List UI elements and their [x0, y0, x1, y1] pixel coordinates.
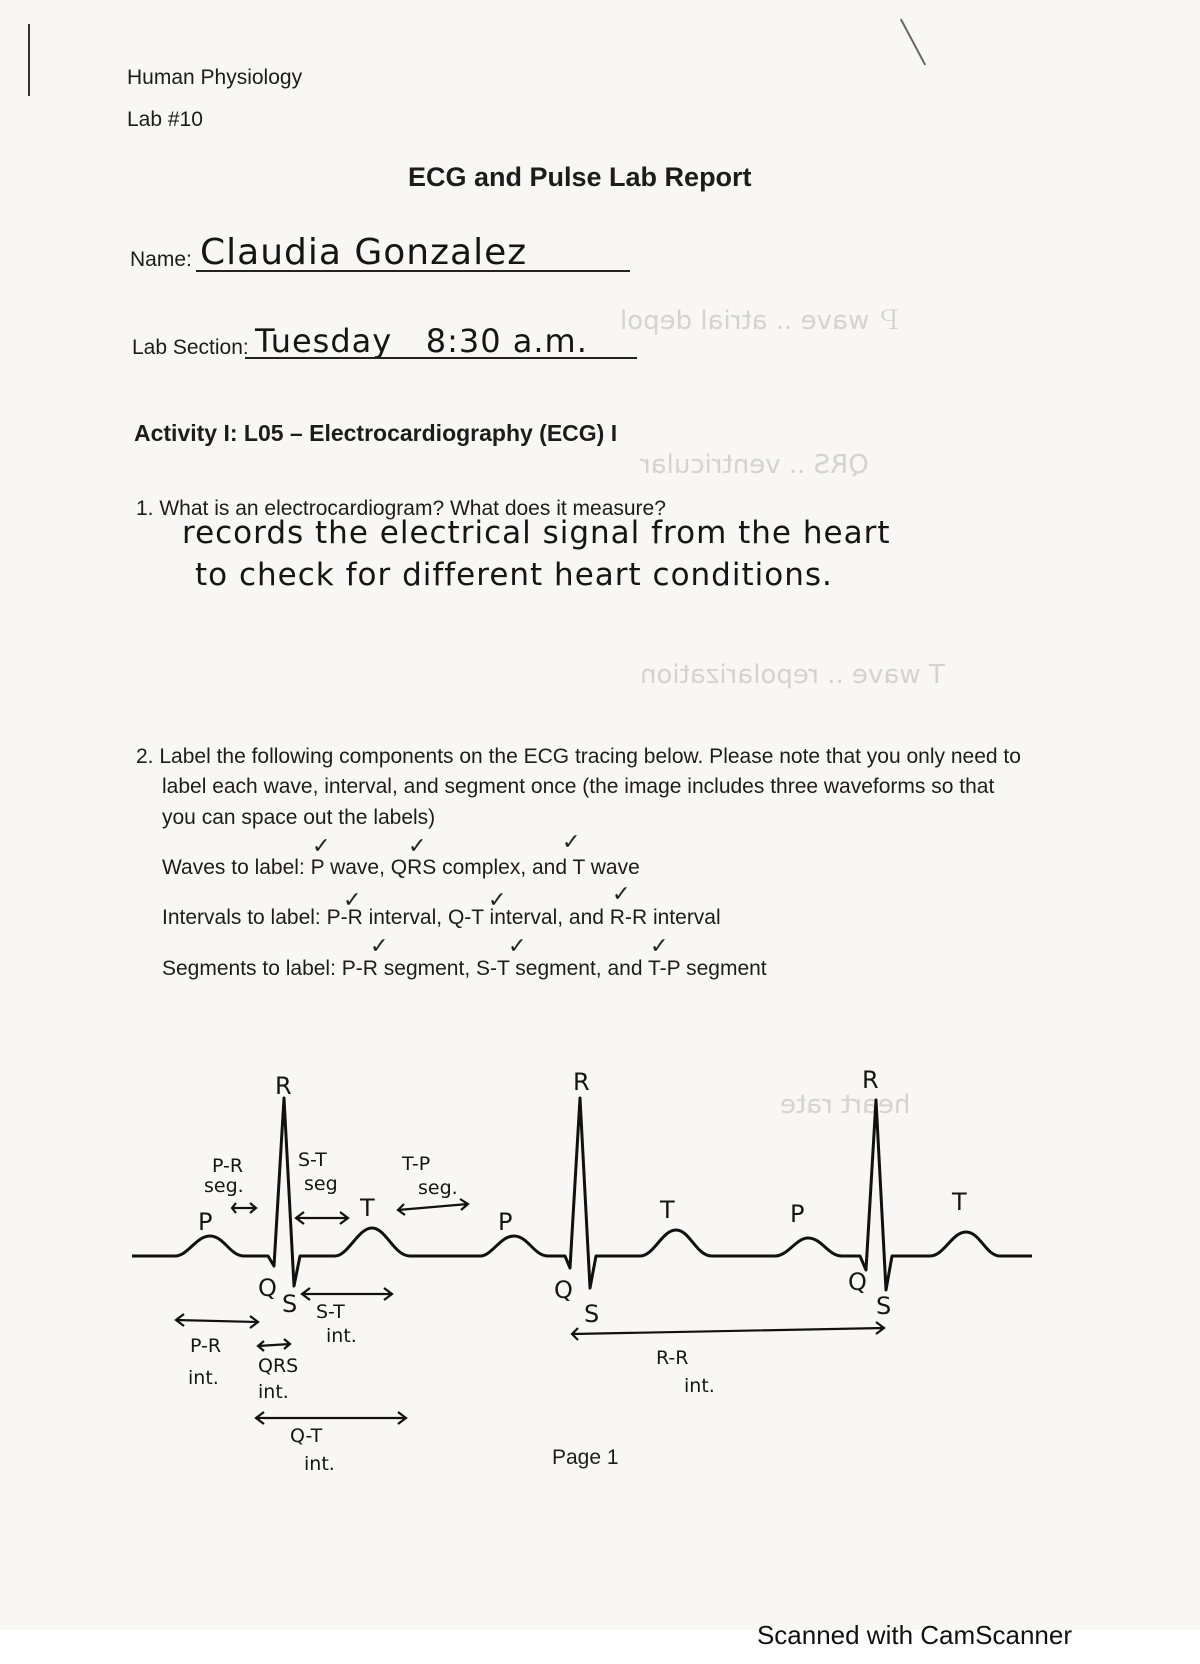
s-wave-label: S [282, 1290, 298, 1318]
bleed-through-text: heart rate [780, 1090, 911, 1120]
check-mark: ✓ [612, 882, 631, 907]
waves-to-label: Waves to label: P wave, QRS complex, and T wave [162, 856, 640, 879]
st-interval-label: S-T [316, 1301, 345, 1323]
check-mark: ✓ [312, 834, 331, 859]
t-wave-label: T [660, 1196, 675, 1224]
answer-1-line-2: to check for different heart conditions. [195, 557, 833, 593]
check-mark: ✓ [562, 830, 581, 855]
st-segment-label: seg [304, 1173, 338, 1195]
pr-interval-label: P-R [190, 1335, 222, 1357]
page-number: Page 1 [552, 1446, 619, 1469]
lab-section-underline [245, 357, 637, 359]
answer-1-line-1: records the electrical signal from the heart [182, 515, 891, 551]
r-wave-label: R [275, 1072, 292, 1100]
p-wave-label: P [198, 1208, 213, 1236]
corner-mark [900, 19, 926, 66]
question-2-line-2: label each wave, interval, and segment once (the image includes three waveforms so that [162, 775, 995, 798]
r-wave-label: R [573, 1068, 590, 1096]
question-2-line-1: 2. Label the following components on the ECG tracing below. Please note that you only need to [136, 745, 1021, 768]
t-wave-label: T [360, 1194, 375, 1222]
t-wave-label: T [952, 1188, 967, 1216]
check-mark: ✓ [370, 934, 389, 959]
question-2-line-3: you can space out the labels) [162, 806, 436, 829]
check-mark: ✓ [343, 888, 362, 913]
qrs-interval-label: int. [258, 1381, 289, 1403]
r-wave-label: R [862, 1066, 879, 1094]
q-wave-label: Q [258, 1274, 277, 1302]
st-segment-label: S-T [298, 1149, 327, 1171]
s-wave-label: S [584, 1300, 600, 1328]
segments-to-label: Segments to label: P-R segment, S-T segment, and T-P segment [162, 957, 767, 980]
lab-section-value: Tuesday 8:30 a.m. [255, 322, 588, 360]
qrs-interval-label: QRS [258, 1355, 299, 1377]
ecg-tracing [0, 1050, 1200, 1570]
course-name: Human Physiology [127, 66, 303, 89]
name-underline [196, 270, 630, 272]
name-value: Claudia Gonzalez [200, 232, 528, 273]
tp-segment-label: T-P [402, 1153, 431, 1175]
check-mark: ✓ [488, 888, 507, 913]
ecg-trace-line [132, 1098, 1032, 1290]
bleed-through-text: QRS .. ventricular [640, 450, 869, 480]
ecg-waveform [132, 1098, 1032, 1290]
q-wave-label: Q [554, 1276, 573, 1304]
check-mark: ✓ [650, 934, 669, 959]
pr-segment-label: P-R [212, 1155, 244, 1177]
rr-interval-label: R-R [656, 1347, 689, 1369]
margin-mark [28, 24, 30, 96]
bleed-through-text: Ｐ wave .. atrial depol [620, 306, 904, 336]
name-label: Name: [130, 248, 192, 271]
tp-segment-label: seg. [418, 1177, 458, 1199]
lab-section-label: Lab Section: [132, 336, 249, 359]
qt-interval-label: Q-T [290, 1425, 323, 1447]
rr-interval-label: int. [684, 1375, 715, 1397]
bleed-through-text: T wave .. repolarization [640, 660, 945, 690]
p-wave-label: P [498, 1208, 513, 1236]
pr-interval-label: int. [188, 1367, 219, 1389]
s-wave-label: S [876, 1292, 892, 1320]
activity-heading: Activity I: L05 – Electrocardiography (ECG) I [134, 420, 618, 446]
camscanner-watermark: Scanned with CamScanner [756, 1620, 1072, 1650]
p-wave-label: P [790, 1200, 805, 1228]
intervals-to-label: Intervals to label: P-R interval, Q-T interval, and R-R interval [162, 906, 721, 929]
check-mark: ✓ [408, 834, 427, 859]
q-wave-label: Q [848, 1268, 867, 1296]
qt-interval-label: int. [304, 1453, 335, 1475]
question-1: 1. What is an electrocardiogram? What does it measure? [136, 497, 666, 520]
lab-number: Lab #10 [127, 108, 203, 131]
report-title: ECG and Pulse Lab Report [408, 162, 752, 192]
check-mark: ✓ [508, 934, 527, 959]
st-interval-label: int. [326, 1325, 357, 1347]
pr-segment-label: seg. [204, 1175, 244, 1197]
